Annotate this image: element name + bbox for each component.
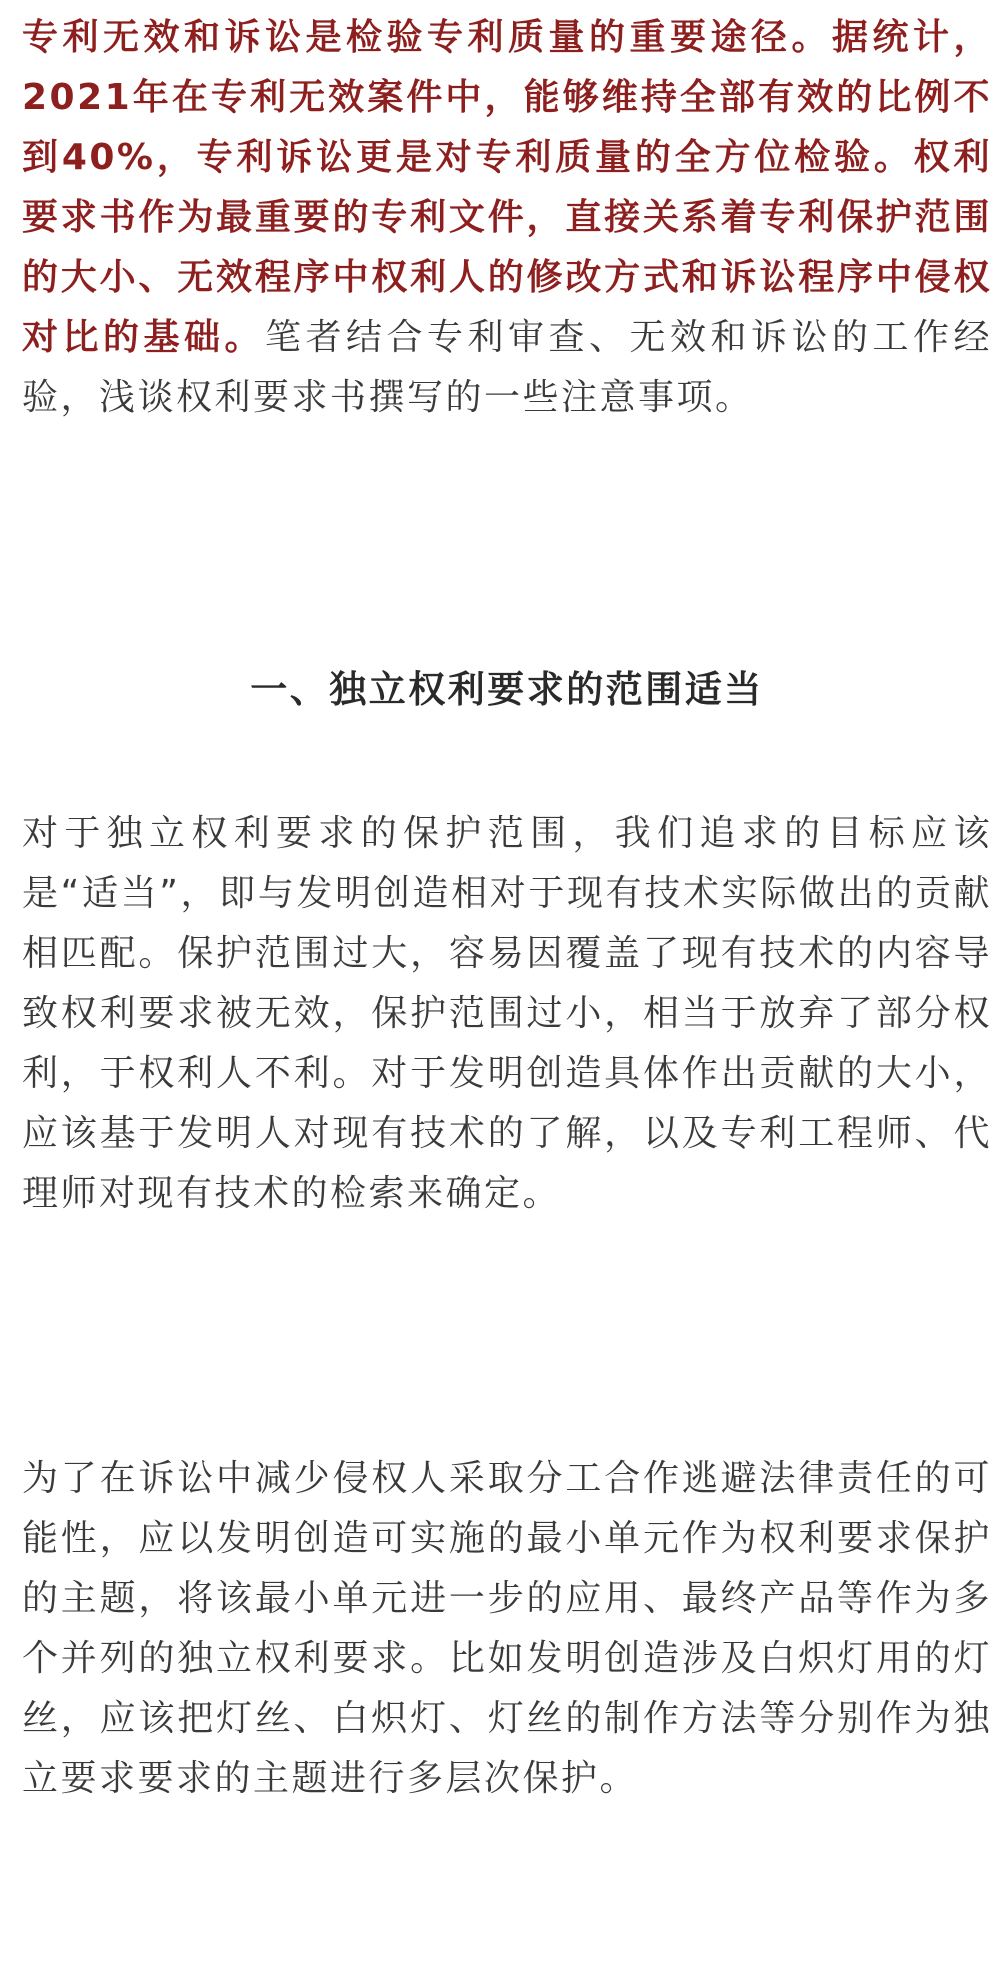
intro-highlight-text: 专利无效和诉讼是检验专利质量的重要途径。据统计，2021年在专利无效案件中，能够维持全部有效的比例不到40%，专利诉讼更是对专利质量的全方位检验。权利要求书作为最重要的专利文件，直接关系着专利保护范围的大小、无效程序中权利人的修改方式和诉讼程序中侵权对比的基础。 (22, 17, 992, 358)
section-heading: 一、独立权利要求的范围适当 (250, 668, 764, 711)
intro-normal-text: 笔者结合专利审查、无效和诉讼的工作经验，浅谈权利要求书撰写的一些注意事项。 (22, 317, 992, 418)
intro-paragraph (22, 8, 992, 428)
body-paragraph-scope: 对于独立权利要求的保护范围，我们追求的目标应该是“适当”，即与发明创造相对于现有技术实际做出的贡献相匹配。保护范围过大，容易因覆盖了现有技术的内容导致权利要求被无效，保护范围过小，相当于放弃了部分权利，于权利人不利。对于发明创造具体作出贡献的大小，应该基于发明人对现有技术的了解，以及专利工程师、代理师对现有技术的检索来确定。 (22, 813, 992, 1214)
body-paragraph-litigation: 为了在诉讼中减少侵权人采取分工合作逃避法律责任的可能性，应以发明创造可实施的最小单元作为权利要求保护的主题，将该最小单元进一步的应用、最终产品等作为多个并列的独立权利要求。比如发明创造涉及白炽灯用的灯丝，应该把灯丝、白炽灯、灯丝的制作方法等分别作为独立要求要求的主题进行多层次保护。 (22, 1458, 992, 1799)
